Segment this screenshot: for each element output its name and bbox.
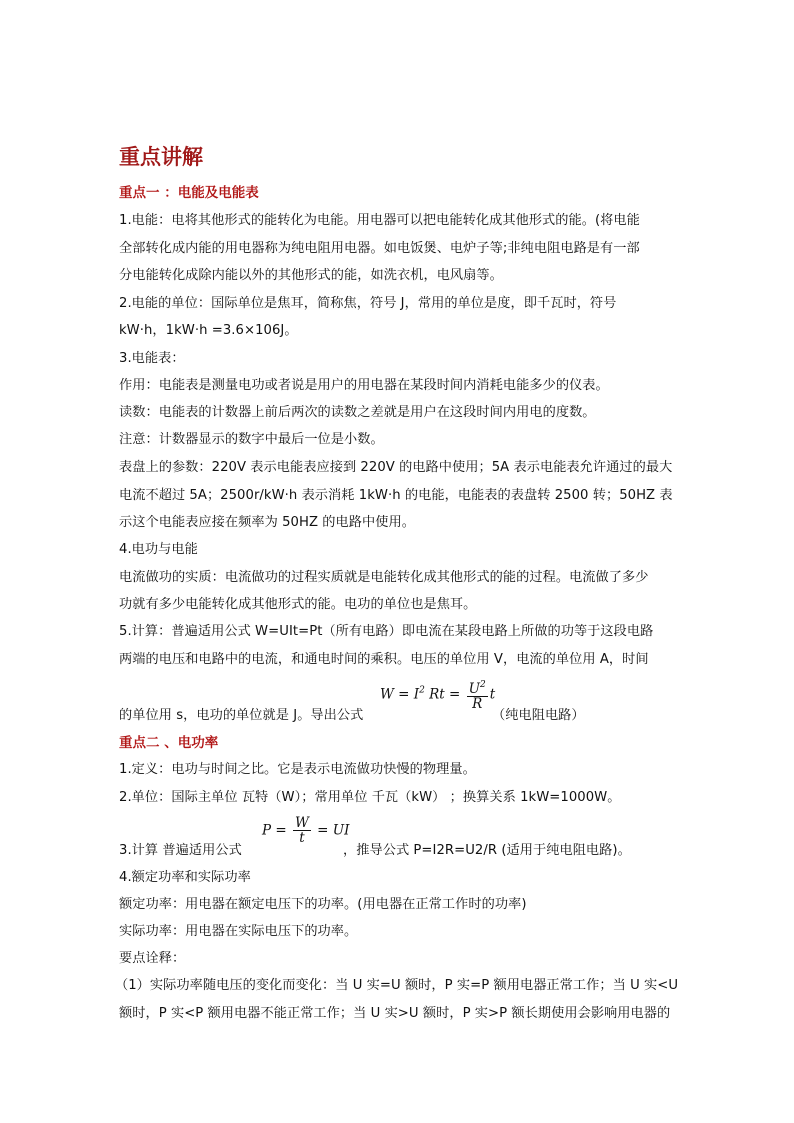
formula-fraction bbox=[467, 678, 488, 712]
paragraph-line: 全部转化成内能的用电器称为纯电阻用电器。如电饭煲、电炉子等;非纯电阻电路是有一部 bbox=[119, 241, 640, 256]
paragraph-line: 两端的电压和电路中的电流，和通电时间的乘积。电压的单位用 V，电流的单位用 A，时间 bbox=[119, 652, 649, 667]
paragraph-line: 2.电能的单位：国际单位是焦耳，简称焦，符号 J，常用的单位是度，即千瓦时，符号 bbox=[119, 296, 617, 311]
paragraph-line: 3.计算 普遍适用公式 bbox=[119, 843, 242, 858]
paragraph-line: 的单位用 s，电功的单位就是 J。导出公式 bbox=[119, 708, 364, 723]
formula-lhs: P = bbox=[262, 822, 287, 839]
fraction-denominator: R bbox=[467, 696, 488, 712]
paragraph-line: 电流做功的实质：电流做功的过程实质就是电能转化成其他形式的能的过程。电流做了多少 bbox=[119, 570, 649, 585]
paragraph-line: 电流不超过 5A；2500r/kW·h 表示消耗 1kW·h 的电能，电能表的表盘转 2500 转；50HZ 表 bbox=[119, 488, 673, 503]
paragraph-line: 读数：电能表的计数器上前后两次的读数之差就是用户在这段时间内用电的度数。 bbox=[119, 405, 596, 420]
formula-note: （纯电阻电路） bbox=[492, 708, 585, 723]
paragraph-line: 注意：计数器显示的数字中最后一位是小数。 bbox=[119, 432, 384, 447]
formula-fraction bbox=[293, 816, 311, 846]
paragraph-line: 要点诠释： bbox=[119, 951, 186, 966]
fraction-denominator: t bbox=[293, 830, 311, 846]
paragraph-line: 3.电能表： bbox=[119, 351, 185, 366]
paragraph-line: 额定功率：用电器在额定电压下的功率。(用电器在正常工作时的功率) bbox=[119, 897, 527, 912]
fraction-numerator: U bbox=[468, 681, 481, 697]
section-2-title: 重点二 、电功率 bbox=[119, 735, 219, 751]
paragraph-line: （1）实际功率随电压的变化而变化：当 U 实=U 额时，P 实=P 额用电器正常工作；当 U 实<U bbox=[115, 978, 679, 993]
paragraph-line: 1.电能：电将其他形式的能转化为电能。用电器可以把电能转化成其他形式的能。(将电能 bbox=[119, 213, 640, 228]
paragraph-line: 分电能转化成除内能以外的其他形式的能，如洗衣机，电风扇等。 bbox=[119, 268, 503, 283]
section-1-title: 重点一 ：电能及电能表 bbox=[119, 185, 259, 201]
formula-tail: t bbox=[489, 686, 496, 703]
paragraph-line: 4.电功与电能 bbox=[119, 542, 198, 557]
formula-exponent: 2 bbox=[419, 685, 425, 696]
paragraph-line: 表盘上的参数：220V 表示电能表应接到 220V 的电路中使用；5A 表示电能表允许通过的最大 bbox=[119, 460, 673, 475]
formula-mid: Rt = bbox=[429, 686, 461, 703]
numerator-exponent: 2 bbox=[480, 680, 486, 690]
formula-lhs: W = I bbox=[380, 686, 420, 703]
formula-power bbox=[262, 816, 350, 846]
paragraph-line: ，推导公式 P=I2R=U2/R (适用于纯电阻电路)。 bbox=[343, 843, 631, 858]
formula-electric-work bbox=[380, 678, 495, 712]
paragraph-line: 1.定义：电功与时间之比。它是表示电流做功快慢的物理量。 bbox=[119, 762, 476, 777]
paragraph-line: 5.计算：普遍适用公式 W=UIt=Pt（所有电路）即电流在某段电路上所做的功等于这段电路 bbox=[119, 624, 654, 639]
paragraph-line: 功就有多少电能转化成其他形式的能。电功的单位也是焦耳。 bbox=[119, 597, 477, 612]
paragraph-line: 作用：电能表是测量电功或者说是用户的用电器在某段时间内消耗电能多少的仪表。 bbox=[119, 378, 609, 393]
fraction-numerator: W bbox=[294, 815, 309, 831]
paragraph-line: 实际功率：用电器在实际电压下的功率。 bbox=[119, 924, 358, 939]
page-heading: 重点讲解 bbox=[119, 144, 203, 169]
paragraph-line: 4.额定功率和实际功率 bbox=[119, 870, 251, 885]
formula-tail: = UI bbox=[317, 822, 350, 839]
paragraph-line: kW·h，1kW·h =3.6×106J。 bbox=[119, 323, 298, 338]
paragraph-line: 示这个电能表应接在频率为 50HZ 的电路中使用。 bbox=[119, 515, 415, 530]
paragraph-line: 2.单位：国际主单位 瓦特（W）；常用单位 千瓦（kW） ；换算关系 1kW=1000W。 bbox=[119, 790, 621, 805]
paragraph-line: 额时，P 实<P 额用电器不能正常工作；当 U 实>U 额时，P 实>P 额长期使用会影响用电器的 bbox=[119, 1006, 671, 1021]
